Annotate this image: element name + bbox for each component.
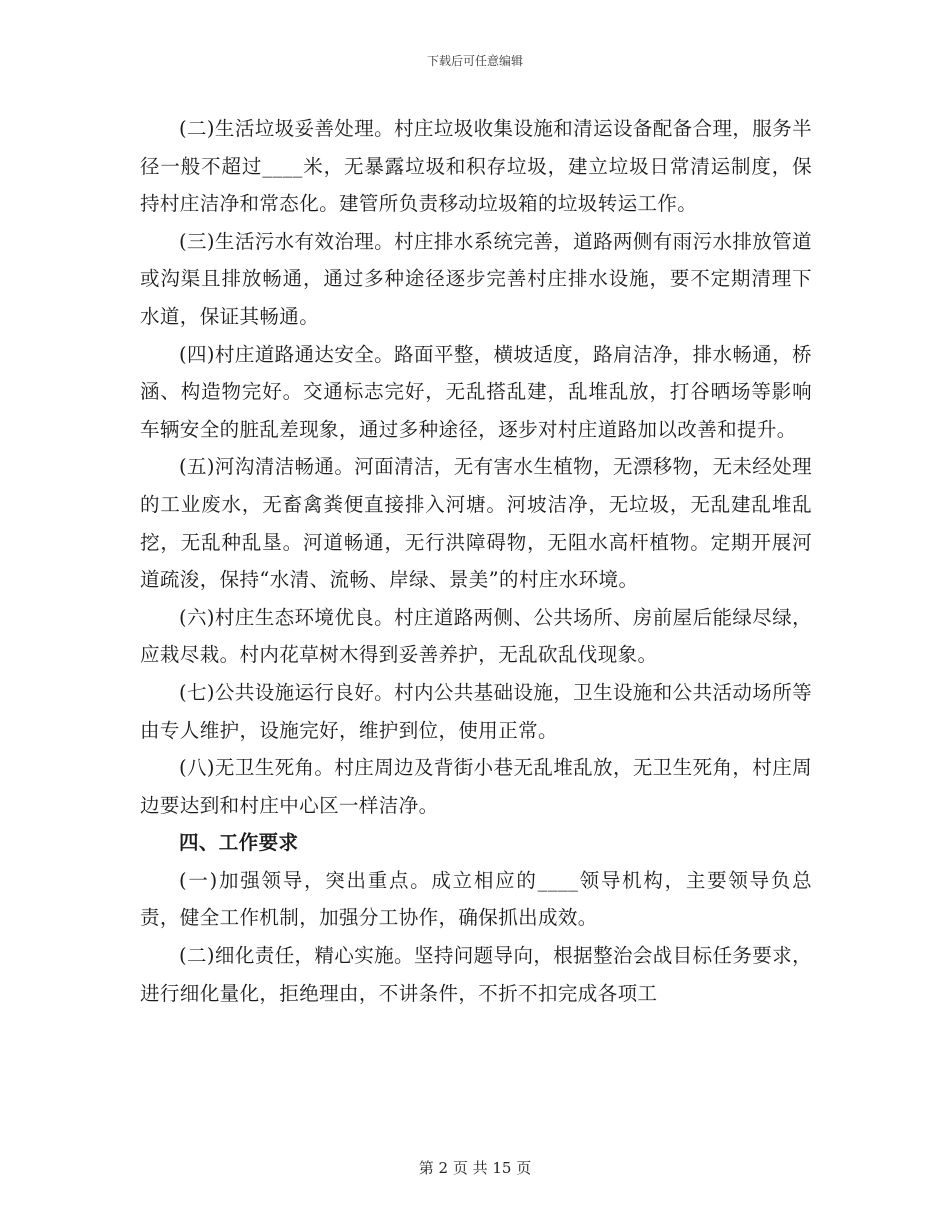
paragraph-3: (三)生活污水有效治理。村庄排水系统完善，道路两侧有雨污水排放管道或沟渠且排放畅通，通过多种途径逐步完善村庄排水设施，要不定期清理下水道，保证其畅通。 xyxy=(140,229,812,328)
paragraph-6: (六)村庄生态环境优良。村庄道路两侧、公共场所、房前屋后能绿尽绿，应栽尽栽。村内花草树木得到妥善养护，无乱砍乱伐现象。 xyxy=(140,605,812,667)
paragraph-2: (二)生活垃圾妥善处理。村庄垃圾收集设施和清运设备配备合理，服务半径一般不超过____米，无暴露垃圾和积存垃圾，建立垃圾日常清运制度，保持村庄洁净和常态化。建管所负责移动垃圾箱的垃圾转运工作。 xyxy=(140,117,812,216)
page-number: 第 2 页 共 15 页 xyxy=(418,1159,532,1177)
requirement-paragraph-1: (一)加强领导，突出重点。成立相应的____领导机构，主要领导负总责，健全工作机制，加强分工协作，确保抓出成效。 xyxy=(140,868,812,930)
paragraph-8: (八)无卫生死角。村庄周边及背街小巷无乱堆乱放，无卫生死角，村庄周边要达到和村庄中心区一样洁净。 xyxy=(140,756,812,817)
paragraph-5: (五)河沟清洁畅通。河面清洁，无有害水生植物，无漂移物，无未经处理的工业废水，无畜禽粪便直接排入河塘。河坡洁净，无垃圾，无乱建乱堆乱挖，无乱种乱垦。河道畅通，无行洪障碍物，无阻水高杆植物。定期开展河道疏浚，保持“水清、流畅、岸绿、景美”的村庄水环境。 xyxy=(140,455,812,592)
paragraph-4: (四)村庄道路通达安全。路面平整，横坡适度，路肩洁净，排水畅通，桥涵、构造物完好。交通标志完好，无乱搭乱建，乱堆乱放，打谷晒场等影响车辆安全的脏乱差现象，通过多种途径，逐步对村庄道路加以改善和提升。 xyxy=(140,342,812,441)
paragraph-7: (七)公共设施运行良好。村内公共基础设施，卫生设施和公共活动场所等由专人维护，设施完好，维护到位，使用正常。 xyxy=(140,680,812,742)
section-heading: 四、工作要求 xyxy=(179,831,299,855)
document-body xyxy=(140,110,812,1012)
requirement-paragraph-2: (二)细化责任，精心实施。坚持问题导向，根据整治会战目标任务要求，进行细化量化，拒绝理由，不讲条件，不折不扣完成各项工 xyxy=(140,944,812,1005)
page-header: 下载后可任意编辑 xyxy=(426,54,523,68)
